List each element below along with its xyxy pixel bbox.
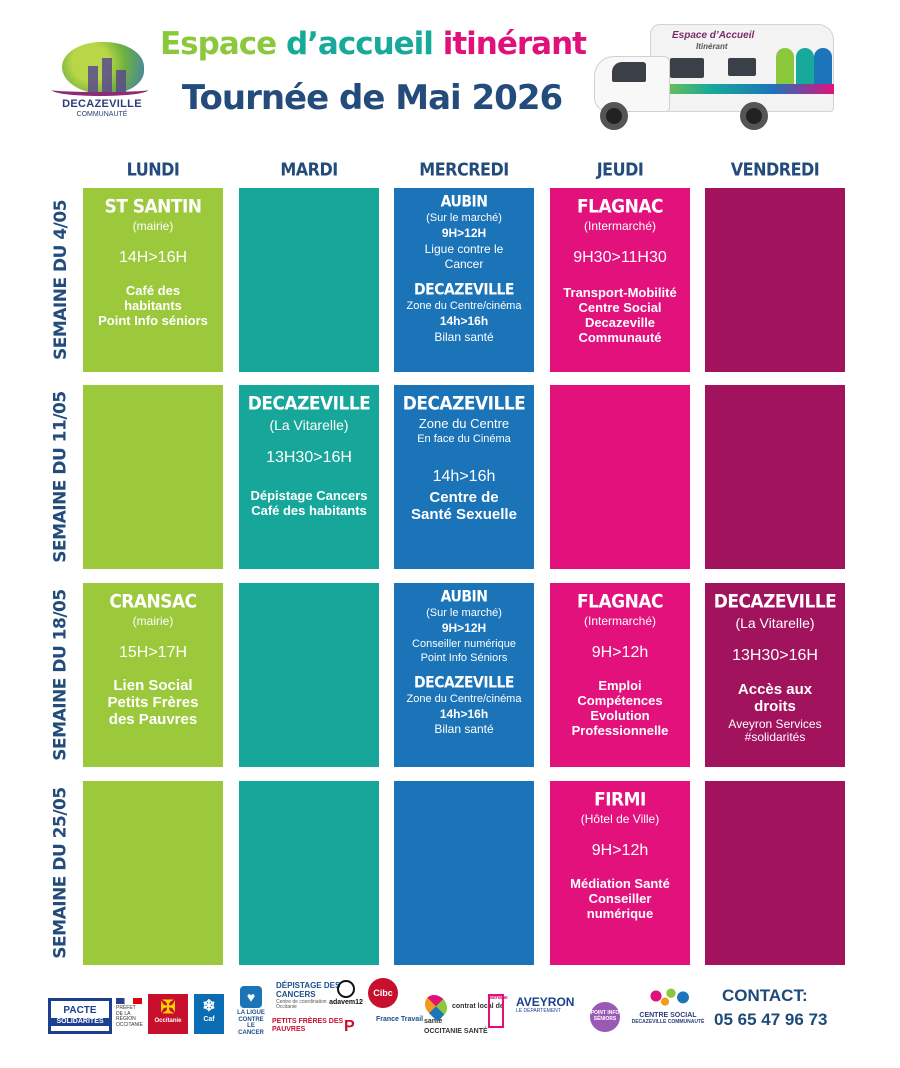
cell-activity: Médiation Santé Conseiller numérique: [570, 875, 670, 921]
week-label: SEMAINE DU 18/05: [51, 589, 71, 761]
cell-activity-detail: Aveyron Services #solidarités: [728, 716, 822, 745]
cell-place: DECAZEVILLE: [414, 281, 514, 300]
aveyron-logo: AVEYRON LE DÉPARTEMENT: [516, 995, 575, 1015]
week-label: SEMAINE DU 4/05: [51, 199, 72, 361]
cell-note: (mairie): [132, 218, 174, 233]
schedule-cell-w2-mardi: [239, 385, 379, 569]
cell-note: (Hôtel de Ville): [580, 811, 660, 826]
france-travail-logo: France Travail: [376, 1016, 424, 1023]
cell-place: DECAZEVILLE: [713, 590, 837, 614]
cell-activity: Café des habitants Point Info séniors: [98, 282, 208, 328]
point-info-seniors-logo: POINT INFO SÉNIORS: [590, 1002, 620, 1032]
schedule-cell-w2-lundi: [83, 385, 223, 569]
cell-note: (La Vitarelle): [735, 614, 815, 631]
schedule-cell-w1-mercredi: AUBIN (Sur le marché) 9H>12H Ligue contre le Cancer DECAZEVILLE Zone du Centre/cinéma 14h>16h Bilan santé: [394, 188, 534, 372]
depistage-cancers-logo: DÉPISTAGE DES CANCERS Centre de coordination Occitanie: [276, 981, 341, 1011]
cell-note: (Sur le marché): [426, 212, 502, 225]
occitanie-logo: ✠ Occitanie: [148, 994, 188, 1034]
cell-place: DECAZEVILLE: [402, 392, 526, 416]
altriane-logo: altriane: [488, 994, 504, 1028]
schedule-cell-w3-mercredi: AUBIN (Sur le marché) 9H>12H Conseiller numérique Point Info Séniors DECAZEVILLE Zone du Centre/cinéma 14h>16h Bilan santé: [394, 583, 534, 767]
day-header-mercredi: MERCREDI: [419, 159, 509, 180]
logo-subtitle: COMMUNAUTÉ: [76, 111, 128, 118]
van-wheel: [600, 102, 628, 130]
cell-time: 9H>12H: [441, 225, 487, 240]
page-title: [160, 26, 584, 62]
schedule-cell-w1-mardi: [239, 188, 379, 372]
cell-time: 14H>16H: [118, 249, 188, 267]
cell-activity: Emploi Compétences Evolution Professionnelle: [571, 677, 669, 738]
day-header-lundi: LUNDI: [126, 159, 180, 180]
ligue-cancer-logo: ♥ LA LIGUE CONTRE LE CANCER: [234, 986, 268, 1034]
cell-time: 14h>16h: [432, 468, 496, 486]
cell-place: FLAGNAC: [577, 195, 663, 219]
title-word-3: itinérant: [442, 26, 586, 62]
partner-logos: [44, 978, 874, 1048]
contact-phone[interactable]: 05 65 47 96 73: [714, 1010, 828, 1029]
petits-freres-logo: PETITS FRÈRES DES PAUVRES: [272, 1018, 344, 1033]
cell-note: (Sur le marché): [426, 607, 502, 620]
schedule-cell-w1-vendredi: [705, 188, 845, 372]
van-subtitle: Itinérant: [696, 42, 728, 51]
cell-activity: Transport-Mobilité Centre Social Decazeville Communauté: [563, 284, 677, 345]
adavem-logo: adavem12: [328, 980, 364, 1007]
page-subtitle: Tournée de Mai 2026: [181, 78, 563, 118]
caf-logo: ❄ Caf: [194, 994, 224, 1034]
cell-note: (Intermarché): [583, 218, 657, 233]
map-pin-icon: [420, 990, 451, 1021]
day-header-jeudi: JEUDI: [596, 159, 644, 180]
schedule-cell-w4-mercredi: [394, 781, 534, 965]
week-label: SEMAINE DU 11/05: [51, 391, 71, 563]
contrat-local-sante-logo: contrat local de santé OCCITANIE SANTÉ: [424, 994, 504, 1035]
schedule-cell-w4-vendredi: [705, 781, 845, 965]
title-word-1: Espace: [160, 26, 277, 62]
van-title: Espace d’Accueil: [672, 30, 755, 41]
cell-place: AUBIN: [440, 193, 488, 211]
cell-activity: Dépistage Cancers Café des habitants: [250, 488, 368, 518]
pacte-solidarites-logo: PACTE SOLIDARITÉS: [48, 998, 112, 1034]
schedule-cell-w2-mercredi: [394, 385, 534, 569]
cell-time: 9H>12H: [441, 620, 487, 635]
cell-time: 14h>16h: [439, 706, 489, 721]
cell-note: (La Vitarelle): [269, 416, 349, 433]
cell-time: 15H>17H: [118, 644, 188, 662]
prefecture-logo: PRÉFET DE LA RÉGION OCCITANIE: [116, 998, 142, 1034]
centre-social-logo: CENTRE SOCIAL DECAZEVILLE COMMUNAUTÉ: [630, 982, 706, 1034]
cell-time: 9H30>11H30: [573, 249, 667, 267]
schedule-cell-w4-jeudi: [550, 781, 690, 965]
cibc-logo: Cibc: [368, 978, 398, 1008]
cell-time: 13H30>16H: [266, 448, 352, 466]
schedule-cell-w4-lundi: [83, 781, 223, 965]
cell-place: CRANSAC: [109, 590, 197, 614]
cell-time: 13H30>16H: [732, 646, 818, 664]
cell-time: 14h>16h: [439, 313, 489, 328]
title-word-2: d’accueil: [285, 26, 433, 62]
schedule-cell-w2-vendredi: [705, 385, 845, 569]
cell-note-2: En face du Cinéma: [417, 433, 511, 446]
decazeville-logo: [52, 40, 152, 126]
cell-note: Zone du Centre: [418, 415, 510, 431]
week-label: SEMAINE DU 25/05: [51, 787, 71, 959]
pfp-mark-icon: P: [344, 1018, 355, 1035]
cell-place: ST SANTIN: [104, 195, 202, 219]
schedule-cell-w4-mardi: [239, 781, 379, 965]
cell-time: 9H>12h: [591, 842, 649, 860]
van-wheel: [740, 102, 768, 130]
schedule-cell-w3-mardi: [239, 583, 379, 767]
cell-time: 9H>12h: [591, 644, 649, 662]
schedule-cell-w1-jeudi: [550, 188, 690, 372]
logo-name: DECAZEVILLE: [62, 98, 142, 110]
cell-place: DECAZEVILLE: [414, 673, 514, 692]
contact-label: CONTACT:: [722, 986, 808, 1005]
cell-activity: Accès aux droits: [737, 681, 813, 716]
cell-place: DECAZEVILLE: [247, 392, 371, 416]
schedule-cell-w3-vendredi: [705, 583, 845, 767]
cell-place: FIRMI: [594, 788, 646, 812]
cell-place: FLAGNAC: [577, 590, 663, 614]
schedule-cell-w3-lundi: [83, 583, 223, 767]
cell-note: (Intermarché): [583, 613, 657, 628]
schedule-cell-w2-jeudi: [550, 385, 690, 569]
cell-place: AUBIN: [440, 588, 488, 606]
day-header-vendredi: VENDREDI: [730, 159, 820, 180]
cell-note: (mairie): [132, 613, 174, 628]
schedule-cell-w1-lundi: [83, 188, 223, 372]
van-image: [588, 18, 836, 132]
cell-activity: Centre de Santé Sexuelle: [411, 488, 517, 523]
schedule-cell-w3-jeudi: [550, 583, 690, 767]
cell-note: Zone du Centre/cinéma: [406, 300, 522, 313]
cell-note: Zone du Centre/cinéma: [406, 692, 522, 705]
day-header-mardi: MARDI: [280, 159, 338, 180]
cell-activity: Lien Social Petits Frères des Pauvres: [107, 676, 199, 729]
